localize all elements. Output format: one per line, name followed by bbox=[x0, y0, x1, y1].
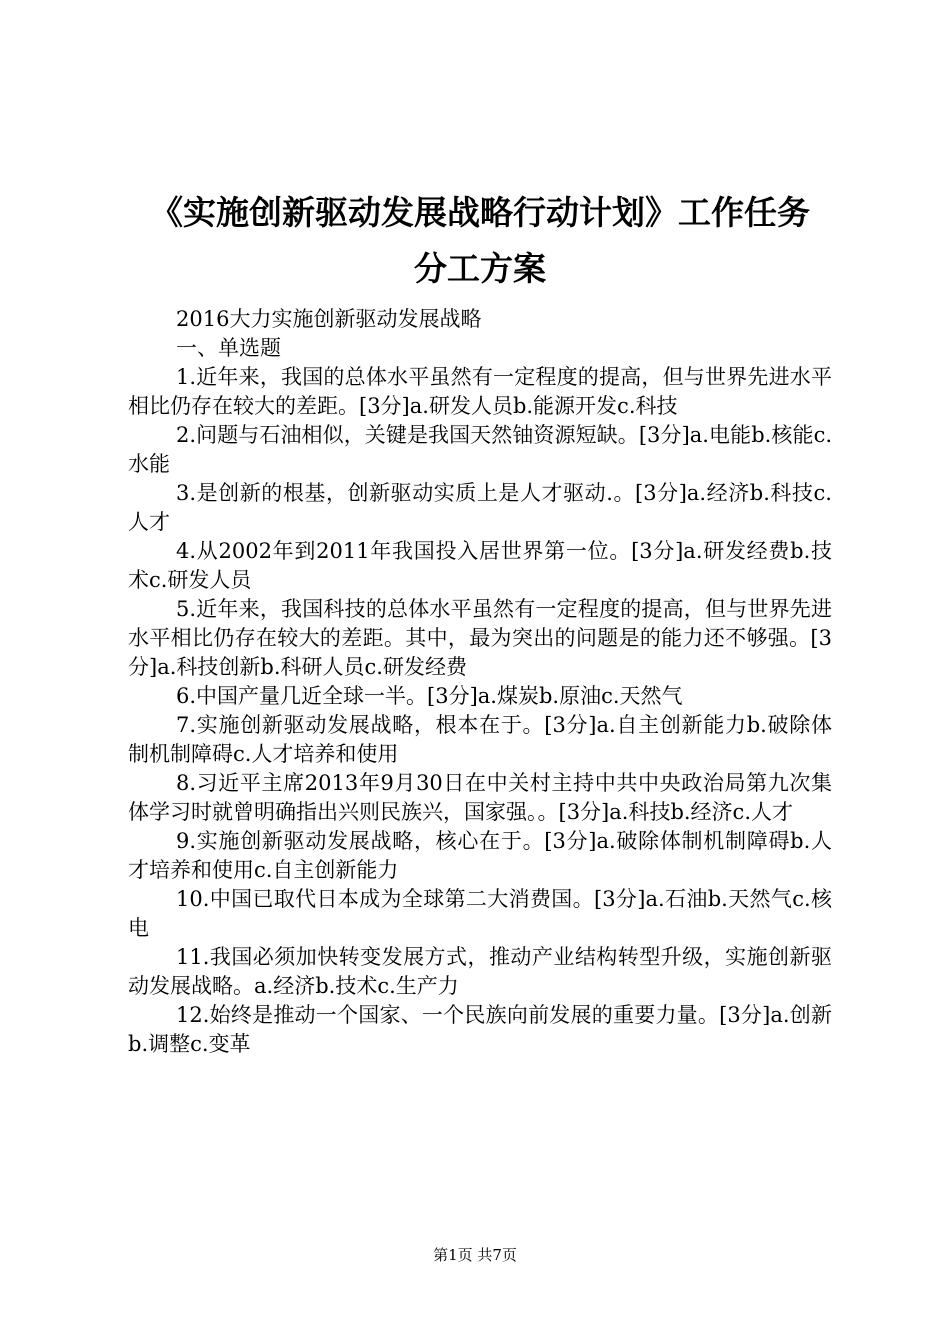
section-heading: 一、单选题 bbox=[176, 336, 281, 360]
document-title bbox=[122, 185, 838, 297]
title-line-2: 分工方案 bbox=[414, 249, 546, 288]
question-paragraph: 5.近年来，我国科技的总体水平虽然有一定程度的提高，但与世界先进水平相比仍存在较大的差距。其中，最为突出的问题是的能力还不够强。[3分]a.科技创新b.科研人员c.研发经费 bbox=[128, 597, 832, 679]
page-indicator: 第1页 共7页 bbox=[433, 1246, 517, 1264]
subtitle-paragraph: 2016大力实施创新驱动发展战略 bbox=[176, 307, 482, 331]
title-line-1: 《实施创新驱动发展战略行动计划》工作任务 bbox=[150, 193, 810, 232]
question-paragraph: 2.问题与石油相似，关键是我国天然铀资源短缺。[3分]a.电能b.核能c.水能 bbox=[128, 423, 832, 476]
question-paragraph: 3.是创新的根基，创新驱动实质上是人才驱动.。[3分]a.经济b.科技c.人才 bbox=[128, 481, 832, 534]
question-paragraph: 7.实施创新驱动发展战略，根本在于。[3分]a.自主创新能力b.破除体制机制障碍c.人才培养和使用 bbox=[128, 713, 832, 766]
question-paragraph: 12.始终是推动一个国家、一个民族向前发展的重要力量。[3分]a.创新b.调整c.变革 bbox=[128, 1003, 832, 1056]
question-paragraph: 1.近年来，我国的总体水平虽然有一定程度的提高，但与世界先进水平相比仍存在较大的差距。[3分]a.研发人员b.能源开发c.科技 bbox=[128, 365, 832, 418]
question-paragraph: 9.实施创新驱动发展战略，核心在于。[3分]a.破除体制机制障碍b.人才培养和使用c.自主创新能力 bbox=[128, 829, 832, 882]
question-paragraph: 6.中国产量几近全球一半。[3分]a.煤炭b.原油c.天然气 bbox=[176, 684, 683, 708]
question-paragraph: 10.中国已取代日本成为全球第二大消费国。[3分]a.石油b.天然气c.核电 bbox=[128, 887, 832, 940]
question-paragraph: 11.我国必须加快转变发展方式，推动产业结构转型升级，实施创新驱动发展战略。a.经济b.技术c.生产力 bbox=[128, 945, 832, 998]
document-page bbox=[128, 185, 832, 1059]
document-body bbox=[128, 305, 832, 1059]
page-footer bbox=[0, 1246, 950, 1264]
question-paragraph: 8.习近平主席2013年9月30日在中关村主持中共中央政治局第九次集体学习时就曾明确指出兴则民族兴，国家强。。[3分]a.科技b.经济c.人才 bbox=[128, 771, 832, 824]
question-paragraph: 4.从2002年到2011年我国投入居世界第一位。[3分]a.研发经费b.技术c.研发人员 bbox=[128, 539, 832, 592]
